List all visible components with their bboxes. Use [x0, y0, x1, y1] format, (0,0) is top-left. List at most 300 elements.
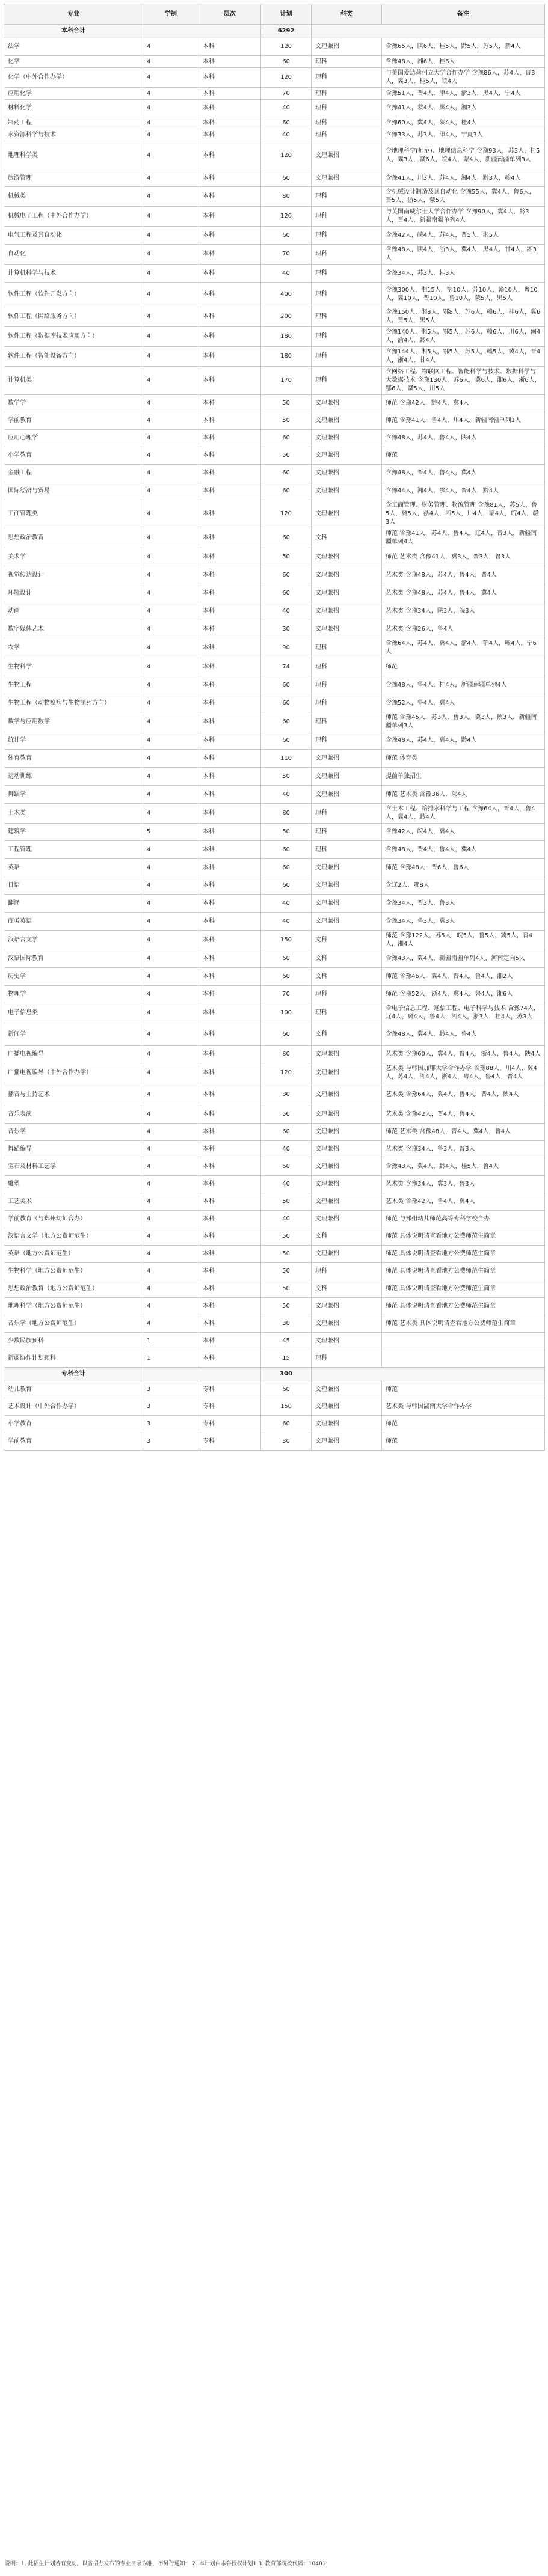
plan-cell: 40	[261, 100, 312, 117]
plan-cell: 120	[261, 500, 312, 528]
major-cell: 旅游管理	[4, 170, 143, 187]
plan-cell: 60	[261, 584, 312, 602]
level-cell: 本科	[199, 950, 261, 968]
category-cell: 文理兼招	[312, 1124, 382, 1141]
remarks-cell: 与美国爱达荷州立大学合作办学 含豫86人，苏4人，晋3人，冀3人，桂5人，皖4人	[382, 68, 545, 88]
remarks-cell: 师范 含豫48人，晋6人，鲁6人	[382, 859, 545, 877]
plan-cell: 60	[261, 877, 312, 895]
table-row	[4, 187, 545, 207]
duration-cell: 4	[143, 265, 199, 283]
duration-cell: 4	[143, 620, 199, 638]
header-remarks: 备注	[382, 4, 545, 25]
category-cell: 文理兼招	[312, 412, 382, 430]
plan-cell: 30	[261, 1433, 312, 1451]
remarks-cell: 含豫65人，陕6人，桂5人，黔5人，苏5人，新4人	[382, 38, 545, 56]
major-cell: 小学教育	[4, 447, 143, 465]
category-cell: 文理兼招	[312, 1158, 382, 1176]
remarks-cell: 师范 含豫42人，黔4人，冀4人	[382, 395, 545, 412]
plan-cell: 40	[261, 1176, 312, 1193]
major-cell: 国际经济与贸易	[4, 482, 143, 500]
major-cell: 金融工程	[4, 465, 143, 482]
section-total-row	[4, 1368, 545, 1381]
table-row	[4, 1063, 545, 1083]
table-row	[4, 804, 545, 824]
major-cell: 数学学	[4, 395, 143, 412]
category-cell: 文理兼招	[312, 1063, 382, 1083]
level-cell: 本科	[199, 658, 261, 676]
duration-cell: 4	[143, 347, 199, 367]
table-row	[4, 859, 545, 877]
section-title: 本科合计	[4, 25, 143, 38]
plan-cell: 70	[261, 986, 312, 1003]
remarks-cell: 含豫48人，鲁4人，桂4人，新疆南疆单列4人	[382, 676, 545, 694]
remarks-cell: 师范 具体说明请查看地方公费师范生简章	[382, 1298, 545, 1315]
major-cell: 学前教育	[4, 1433, 143, 1451]
table-row	[4, 1124, 545, 1141]
major-cell: 播音与主持艺术	[4, 1083, 143, 1106]
level-cell: 本科	[199, 367, 261, 395]
major-cell: 生物工程（动物疫病与生物制药方向）	[4, 694, 143, 712]
plan-cell: 60	[261, 712, 312, 732]
plan-cell: 40	[261, 1141, 312, 1158]
remarks-cell: 师范	[382, 658, 545, 676]
major-cell: 化学（中外合作办学）	[4, 68, 143, 88]
major-cell: 广播电视编导（中外合作办学）	[4, 1063, 143, 1083]
remarks-cell: 师范	[382, 1381, 545, 1398]
duration-cell: 4	[143, 1176, 199, 1193]
category-cell: 文理兼招	[312, 500, 382, 528]
level-cell: 本科	[199, 1063, 261, 1083]
table-row	[4, 1046, 545, 1063]
remarks-cell: 含豫48人，苏4人，冀4人，黔4人	[382, 732, 545, 750]
plan-cell: 120	[261, 207, 312, 227]
remarks-cell	[382, 1333, 545, 1350]
section-blank	[143, 1368, 261, 1381]
major-cell: 思想政治教育（地方公费师范生）	[4, 1280, 143, 1298]
category-cell: 理科	[312, 68, 382, 88]
category-cell: 理科	[312, 56, 382, 68]
remarks-cell: 含豫44人，湘4人，鄂4人，晋4人，黔4人	[382, 482, 545, 500]
table-row	[4, 500, 545, 528]
category-cell: 文理兼招	[312, 913, 382, 931]
category-cell: 文科	[312, 528, 382, 548]
level-cell: 本科	[199, 347, 261, 367]
major-cell: 汉语言文学（地方公费师范生）	[4, 1228, 143, 1246]
plan-cell: 60	[261, 566, 312, 584]
table-row	[4, 141, 545, 170]
level-cell: 本科	[199, 395, 261, 412]
remarks-cell: 艺术类 含豫48人，苏4人，鲁4人，冀4人	[382, 584, 545, 602]
major-cell: 生物科学（地方公费师范生）	[4, 1263, 143, 1280]
duration-cell: 4	[143, 548, 199, 566]
level-cell: 本科	[199, 548, 261, 566]
remarks-cell: 艺术类 含豫42人，晋4人，鲁4人	[382, 1106, 545, 1124]
table-row	[4, 38, 545, 56]
table-row	[4, 367, 545, 395]
plan-cell: 60	[261, 732, 312, 750]
level-cell: 专科	[199, 1416, 261, 1433]
plan-cell: 50	[261, 1193, 312, 1211]
section-blank	[312, 25, 545, 38]
major-cell: 生物科学	[4, 658, 143, 676]
level-cell: 本科	[199, 465, 261, 482]
table-row	[4, 968, 545, 986]
category-cell: 文科	[312, 950, 382, 968]
duration-cell: 4	[143, 1263, 199, 1280]
table-row	[4, 129, 545, 141]
plan-cell: 40	[261, 129, 312, 141]
major-cell: 化学	[4, 56, 143, 68]
category-cell: 文理兼招	[312, 482, 382, 500]
major-cell: 电气工程及其自动化	[4, 227, 143, 245]
major-cell: 舞蹈编导	[4, 1141, 143, 1158]
plan-cell: 80	[261, 1083, 312, 1106]
plan-cell: 150	[261, 931, 312, 950]
major-cell: 雕塑	[4, 1176, 143, 1193]
remarks-cell: 艺术类 与韩国湖南大学合作办学	[382, 1398, 545, 1416]
table-row	[4, 895, 545, 913]
duration-cell: 4	[143, 465, 199, 482]
plan-cell: 50	[261, 1228, 312, 1246]
duration-cell: 4	[143, 141, 199, 170]
remarks-cell: 艺术类 含豫60人，冀4人，晋4人，浙4人，鲁4人，陕4人	[382, 1046, 545, 1063]
table-row	[4, 1176, 545, 1193]
major-cell: 汉语言文学	[4, 931, 143, 950]
duration-cell: 4	[143, 129, 199, 141]
category-cell: 文理兼招	[312, 1333, 382, 1350]
category-cell: 文理兼招	[312, 548, 382, 566]
level-cell: 本科	[199, 804, 261, 824]
major-cell: 广播电视编导	[4, 1046, 143, 1063]
plan-cell: 100	[261, 1003, 312, 1023]
plan-cell: 150	[261, 1398, 312, 1416]
level-cell: 本科	[199, 1141, 261, 1158]
major-cell: 建筑学	[4, 824, 143, 841]
remarks-cell: 含豫144人，湘5人，鄂5人，苏5人，赣5人，冀4人，晋4人，浙4人，甘4人	[382, 347, 545, 367]
category-cell: 理科	[312, 307, 382, 327]
table-row	[4, 824, 545, 841]
plan-cell: 40	[261, 265, 312, 283]
remarks-cell: 含豫48人，晋4人，鲁4人，冀4人	[382, 841, 545, 859]
category-cell: 文理兼招	[312, 584, 382, 602]
table-row	[4, 412, 545, 430]
category-cell: 理科	[312, 732, 382, 750]
category-cell: 文理兼招	[312, 141, 382, 170]
duration-cell: 4	[143, 430, 199, 447]
major-cell: 商务英语	[4, 913, 143, 931]
major-cell: 统计学	[4, 732, 143, 750]
remarks-cell	[382, 1350, 545, 1368]
major-cell: 舞蹈学	[4, 786, 143, 804]
duration-cell: 3	[143, 1416, 199, 1433]
remarks-cell: 含豫34人，鲁3人，冀3人	[382, 913, 545, 931]
category-cell: 文理兼招	[312, 1433, 382, 1451]
table-row	[4, 327, 545, 347]
enrollment-plan-table	[4, 4, 545, 1451]
category-cell: 文理兼招	[312, 430, 382, 447]
plan-cell: 60	[261, 1124, 312, 1141]
major-cell: 软件工程（软件开发方向）	[4, 283, 143, 307]
remarks-cell: 含豫41人，蒙4人，黑4人，湘3人	[382, 100, 545, 117]
level-cell: 本科	[199, 68, 261, 88]
level-cell: 本科	[199, 141, 261, 170]
duration-cell: 4	[143, 676, 199, 694]
plan-cell: 80	[261, 804, 312, 824]
duration-cell: 3	[143, 1381, 199, 1398]
category-cell: 理科	[312, 638, 382, 658]
major-cell: 环境设计	[4, 584, 143, 602]
duration-cell: 4	[143, 482, 199, 500]
category-cell: 理科	[312, 658, 382, 676]
plan-cell: 40	[261, 1211, 312, 1228]
duration-cell: 4	[143, 245, 199, 265]
major-cell: 幼儿教育	[4, 1381, 143, 1398]
category-cell: 理科	[312, 88, 382, 100]
level-cell: 本科	[199, 1176, 261, 1193]
plan-cell: 60	[261, 841, 312, 859]
duration-cell: 4	[143, 1124, 199, 1141]
level-cell: 本科	[199, 986, 261, 1003]
major-cell: 工程管理	[4, 841, 143, 859]
major-cell: 运动训练	[4, 768, 143, 786]
major-cell: 视觉传达设计	[4, 566, 143, 584]
header-duration: 学制	[143, 4, 199, 25]
major-cell: 制药工程	[4, 117, 143, 129]
footnote: 说明：1. 此招生计划若有变动，以省招办发布的专业目录为准，不另行通知； 2. 本计划由本各授权计划1 3. 教育部院校代码：10481；	[5, 2561, 331, 2567]
table-row	[4, 566, 545, 584]
duration-cell: 4	[143, 658, 199, 676]
plan-cell: 40	[261, 895, 312, 913]
category-cell: 理科	[312, 207, 382, 227]
plan-cell: 40	[261, 786, 312, 804]
level-cell: 本科	[199, 265, 261, 283]
remarks-cell: 艺术类 含豫34人，陕3人，皖3人	[382, 602, 545, 620]
level-cell: 本科	[199, 245, 261, 265]
level-cell: 本科	[199, 1298, 261, 1315]
remarks-cell: 含豫42人，皖4人，苏4人，晋5人，湘5人	[382, 227, 545, 245]
level-cell: 本科	[199, 500, 261, 528]
table-row	[4, 447, 545, 465]
duration-cell: 4	[143, 412, 199, 430]
major-cell: 历史学	[4, 968, 143, 986]
category-cell: 文科	[312, 1280, 382, 1298]
category-cell: 文科	[312, 1228, 382, 1246]
remarks-cell: 含豫52人，鲁4人，冀4人	[382, 694, 545, 712]
remarks-cell: 师范 具体说明请查看地方公费师范生简章	[382, 1280, 545, 1298]
duration-cell: 4	[143, 56, 199, 68]
level-cell: 本科	[199, 895, 261, 913]
table-row	[4, 638, 545, 658]
plan-cell: 60	[261, 482, 312, 500]
plan-cell: 70	[261, 88, 312, 100]
level-cell: 本科	[199, 1023, 261, 1046]
plan-cell: 170	[261, 367, 312, 395]
level-cell: 本科	[199, 584, 261, 602]
major-cell: 音乐学（地方公费师范生）	[4, 1315, 143, 1333]
section-blank	[143, 25, 261, 38]
category-cell: 文理兼招	[312, 786, 382, 804]
table-row	[4, 1298, 545, 1315]
duration-cell: 1	[143, 1333, 199, 1350]
category-cell: 理科	[312, 841, 382, 859]
plan-cell: 40	[261, 913, 312, 931]
duration-cell: 4	[143, 841, 199, 859]
level-cell: 本科	[199, 750, 261, 768]
plan-cell: 60	[261, 1158, 312, 1176]
plan-cell: 60	[261, 227, 312, 245]
level-cell: 本科	[199, 482, 261, 500]
remarks-cell: 含豫60人，冀4人，陕4人，桂4人	[382, 117, 545, 129]
level-cell: 本科	[199, 207, 261, 227]
category-cell: 文科	[312, 931, 382, 950]
level-cell: 本科	[199, 841, 261, 859]
table-row	[4, 1083, 545, 1106]
category-cell: 理科	[312, 129, 382, 141]
duration-cell: 4	[143, 1315, 199, 1333]
plan-cell: 50	[261, 548, 312, 566]
level-cell: 本科	[199, 566, 261, 584]
remarks-cell: 师范 含豫41人，苏4人，鲁4人，辽4人，晋3人，新疆南疆单列4人	[382, 528, 545, 548]
duration-cell: 4	[143, 307, 199, 327]
table-row	[4, 786, 545, 804]
category-cell: 文理兼招	[312, 1246, 382, 1263]
duration-cell: 4	[143, 732, 199, 750]
remarks-cell: 师范 艺术类 含豫41人，冀3人，晋3人，鲁3人	[382, 548, 545, 566]
duration-cell: 4	[143, 694, 199, 712]
category-cell: 文理兼招	[312, 1046, 382, 1063]
level-cell: 本科	[199, 1228, 261, 1246]
duration-cell: 4	[143, 227, 199, 245]
duration-cell: 4	[143, 88, 199, 100]
major-cell: 电子信息类	[4, 1003, 143, 1023]
category-cell: 理科	[312, 367, 382, 395]
table-row	[4, 430, 545, 447]
level-cell: 本科	[199, 931, 261, 950]
major-cell: 水资源科学与技术	[4, 129, 143, 141]
remarks-cell: 含豫43人，冀4人，黔4人，桂5人，鲁4人	[382, 1158, 545, 1176]
level-cell: 本科	[199, 732, 261, 750]
table-header	[4, 4, 545, 25]
level-cell: 本科	[199, 824, 261, 841]
plan-cell: 60	[261, 528, 312, 548]
plan-cell: 50	[261, 1280, 312, 1298]
major-cell: 地理科学（地方公费师范生）	[4, 1298, 143, 1315]
table-row	[4, 347, 545, 367]
category-cell: 理科	[312, 986, 382, 1003]
major-cell: 工艺美术	[4, 1193, 143, 1211]
remarks-cell: 含豫41人，川3人，苏4人，湘4人，黔3人，赣4人	[382, 170, 545, 187]
major-cell: 学前教育	[4, 412, 143, 430]
duration-cell: 4	[143, 1298, 199, 1315]
table-row	[4, 1263, 545, 1280]
major-cell: 动画	[4, 602, 143, 620]
remarks-cell: 师范 含豫46人，冀4人，晋4人，鲁4人，湘2人	[382, 968, 545, 986]
duration-cell: 4	[143, 170, 199, 187]
major-cell: 汉语国际教育	[4, 950, 143, 968]
major-cell: 思想政治教育	[4, 528, 143, 548]
plan-cell: 60	[261, 694, 312, 712]
major-cell: 应用化学	[4, 88, 143, 100]
remarks-cell: 含辽2人，鄂8人	[382, 877, 545, 895]
level-cell: 本科	[199, 327, 261, 347]
level-cell: 专科	[199, 1381, 261, 1398]
duration-cell: 4	[143, 1158, 199, 1176]
category-cell: 文理兼招	[312, 1106, 382, 1124]
table-row	[4, 841, 545, 859]
table-row	[4, 986, 545, 1003]
table-row	[4, 584, 545, 602]
major-cell: 物理学	[4, 986, 143, 1003]
remarks-cell: 师范 艺术类 含豫48人，晋4人，冀4人，鲁4人	[382, 1124, 545, 1141]
category-cell: 文理兼招	[312, 1193, 382, 1211]
major-cell: 材料化学	[4, 100, 143, 117]
major-cell: 土木类	[4, 804, 143, 824]
header-plan: 计划	[261, 4, 312, 25]
level-cell: 本科	[199, 968, 261, 986]
table-row	[4, 913, 545, 931]
table-row	[4, 117, 545, 129]
duration-cell: 4	[143, 1063, 199, 1083]
plan-cell: 50	[261, 412, 312, 430]
plan-cell: 50	[261, 768, 312, 786]
plan-cell: 60	[261, 1023, 312, 1046]
plan-cell: 50	[261, 1298, 312, 1315]
duration-cell: 4	[143, 1141, 199, 1158]
level-cell: 本科	[199, 1333, 261, 1350]
category-cell: 文理兼招	[312, 602, 382, 620]
plan-cell: 45	[261, 1333, 312, 1350]
remarks-cell: 艺术类 含豫34人，鲁3人，晋3人	[382, 1141, 545, 1158]
table-row	[4, 88, 545, 100]
major-cell: 新疆协作计划预科	[4, 1350, 143, 1368]
duration-cell: 4	[143, 1046, 199, 1063]
duration-cell: 4	[143, 968, 199, 986]
duration-cell: 3	[143, 1398, 199, 1416]
major-cell: 机械电子工程（中外合作办学）	[4, 207, 143, 227]
category-cell: 理科	[312, 1350, 382, 1368]
level-cell: 专科	[199, 1433, 261, 1451]
plan-cell: 50	[261, 1106, 312, 1124]
category-cell: 文理兼招	[312, 1398, 382, 1416]
level-cell: 本科	[199, 1003, 261, 1023]
category-cell: 理科	[312, 227, 382, 245]
table-row	[4, 620, 545, 638]
category-cell: 文理兼招	[312, 620, 382, 638]
level-cell: 本科	[199, 117, 261, 129]
remarks-cell: 师范 含豫41人，鲁4人，川4人，新疆南疆单列1人	[382, 412, 545, 430]
level-cell: 本科	[199, 56, 261, 68]
table-row	[4, 1350, 545, 1368]
plan-cell: 15	[261, 1350, 312, 1368]
category-cell: 文理兼招	[312, 395, 382, 412]
table-row	[4, 1106, 545, 1124]
duration-cell: 4	[143, 1023, 199, 1046]
plan-cell: 50	[261, 447, 312, 465]
plan-cell: 200	[261, 307, 312, 327]
plan-cell: 180	[261, 347, 312, 367]
duration-cell: 4	[143, 283, 199, 307]
major-cell: 计算机科学与技术	[4, 265, 143, 283]
level-cell: 本科	[199, 1193, 261, 1211]
category-cell: 文理兼招	[312, 170, 382, 187]
category-cell: 理科	[312, 117, 382, 129]
header-category: 科类	[312, 4, 382, 25]
duration-cell: 4	[143, 712, 199, 732]
section-total-row	[4, 25, 545, 38]
level-cell: 本科	[199, 227, 261, 245]
table-row	[4, 1433, 545, 1451]
major-cell: 美术学	[4, 548, 143, 566]
